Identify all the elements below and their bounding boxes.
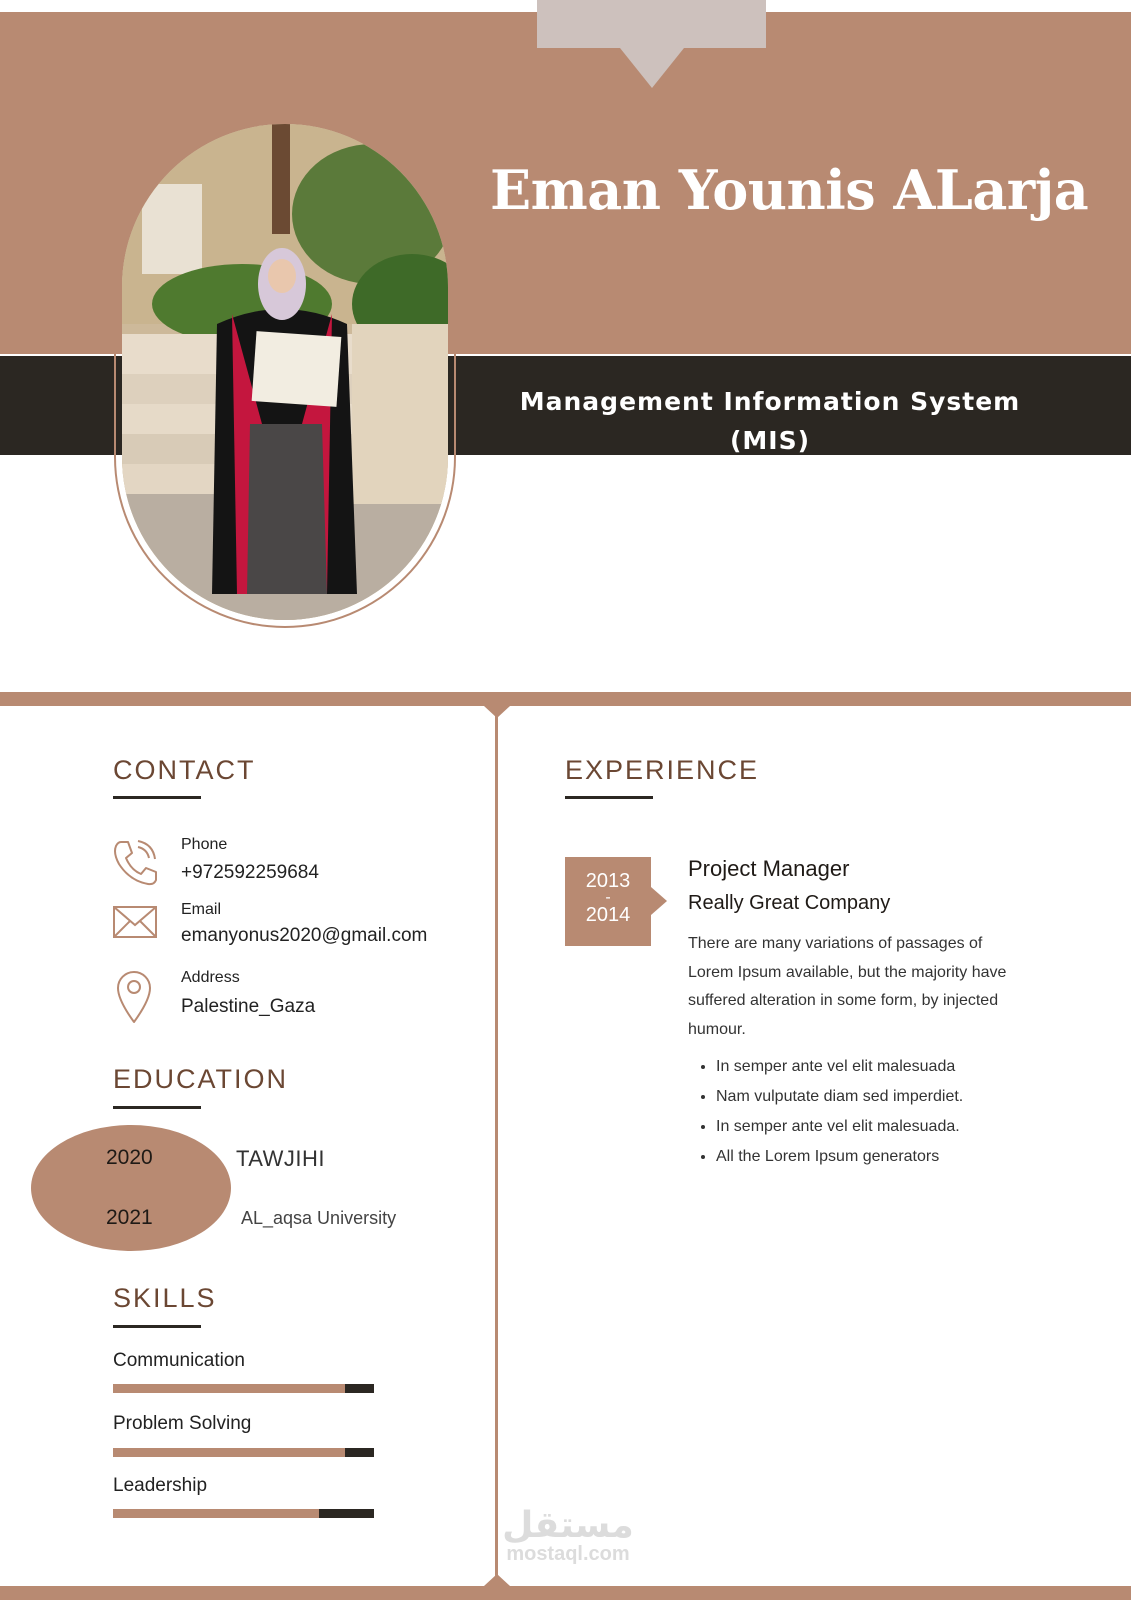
experience-bullets	[688, 1052, 1056, 1172]
section-divider	[0, 692, 1131, 706]
experience-date-box	[565, 857, 651, 946]
top-tab-notch	[620, 48, 684, 88]
skill-label-problem-solving: Problem Solving	[113, 1413, 252, 1434]
job-title	[480, 382, 1060, 460]
skill-fill-leadership	[113, 1509, 319, 1518]
job-title-line1: Management Information System	[519, 387, 1021, 416]
experience-bullet: • Nam vulputate diam sed imperdiet.	[716, 1082, 1056, 1112]
email-value: emanyonus2020@gmail.com	[181, 925, 428, 946]
address-value: Palestine_Gaza	[181, 996, 316, 1017]
education-year-start: 2020	[106, 1146, 153, 1169]
watermark	[498, 1505, 638, 1565]
skill-label-communication: Communication	[113, 1350, 245, 1371]
education-heading-underline	[113, 1106, 201, 1109]
contact-heading: CONTACT	[113, 755, 256, 785]
education-year-end: 2021	[106, 1206, 153, 1229]
experience-bullet: • All the Lorem Ipsum generators	[716, 1142, 1056, 1172]
footer-band	[0, 1586, 1131, 1600]
email-label: Email	[181, 901, 222, 918]
candidate-name: Eman Younis ALarja	[490, 158, 1089, 222]
location-pin-icon	[114, 968, 162, 1024]
skill-bar-leadership	[113, 1509, 374, 1518]
experience-date-separator: -	[605, 889, 611, 906]
skill-bar-communication	[113, 1384, 374, 1393]
mail-icon	[112, 904, 160, 954]
skill-label-leadership: Leadership	[113, 1475, 208, 1496]
skill-fill-communication	[113, 1384, 345, 1393]
job-title-line2: (MIS)	[729, 426, 811, 455]
experience-bullet: • In semper ante vel elit malesuada	[716, 1052, 1056, 1082]
top-tab	[537, 0, 766, 48]
experience-heading: EXPERIENCE	[565, 755, 760, 785]
experience-bullet: • In semper ante vel elit malesuada.	[716, 1112, 1056, 1142]
experience-date-end: 2014	[585, 904, 631, 926]
column-divider	[495, 706, 498, 1588]
watermark-url: mostaql.com	[506, 1543, 630, 1565]
skill-fill-problem-solving	[113, 1448, 345, 1457]
phone-label: Phone	[181, 836, 228, 853]
profile-photo	[122, 124, 448, 620]
address-label: Address	[181, 969, 240, 986]
experience-date-arrow	[651, 887, 667, 915]
skill-bar-problem-solving	[113, 1448, 374, 1457]
education-degree: TAWJIHI	[236, 1146, 326, 1171]
phone-icon	[110, 838, 158, 888]
experience-company: Really Great Company	[688, 892, 891, 914]
education-school: AL_aqsa University	[241, 1208, 397, 1228]
education-heading: EDUCATION	[113, 1064, 289, 1094]
education-year-oval	[31, 1125, 231, 1251]
contact-heading-underline	[113, 796, 201, 799]
experience-role: Project Manager	[688, 856, 850, 881]
watermark-arabic: مستقل	[502, 1505, 634, 1546]
experience-heading-underline	[565, 796, 653, 799]
experience-description: There are many variations of passages of Lorem Ipsum available, but the majority have suffered alteration in some form, by injected humour.	[688, 935, 1007, 1038]
footer-notch	[484, 1574, 510, 1586]
experience-date-start: 2013	[585, 870, 631, 892]
skills-heading-underline	[113, 1325, 201, 1328]
skills-heading: SKILLS	[113, 1283, 217, 1313]
phone-value: +972592259684	[181, 862, 319, 883]
